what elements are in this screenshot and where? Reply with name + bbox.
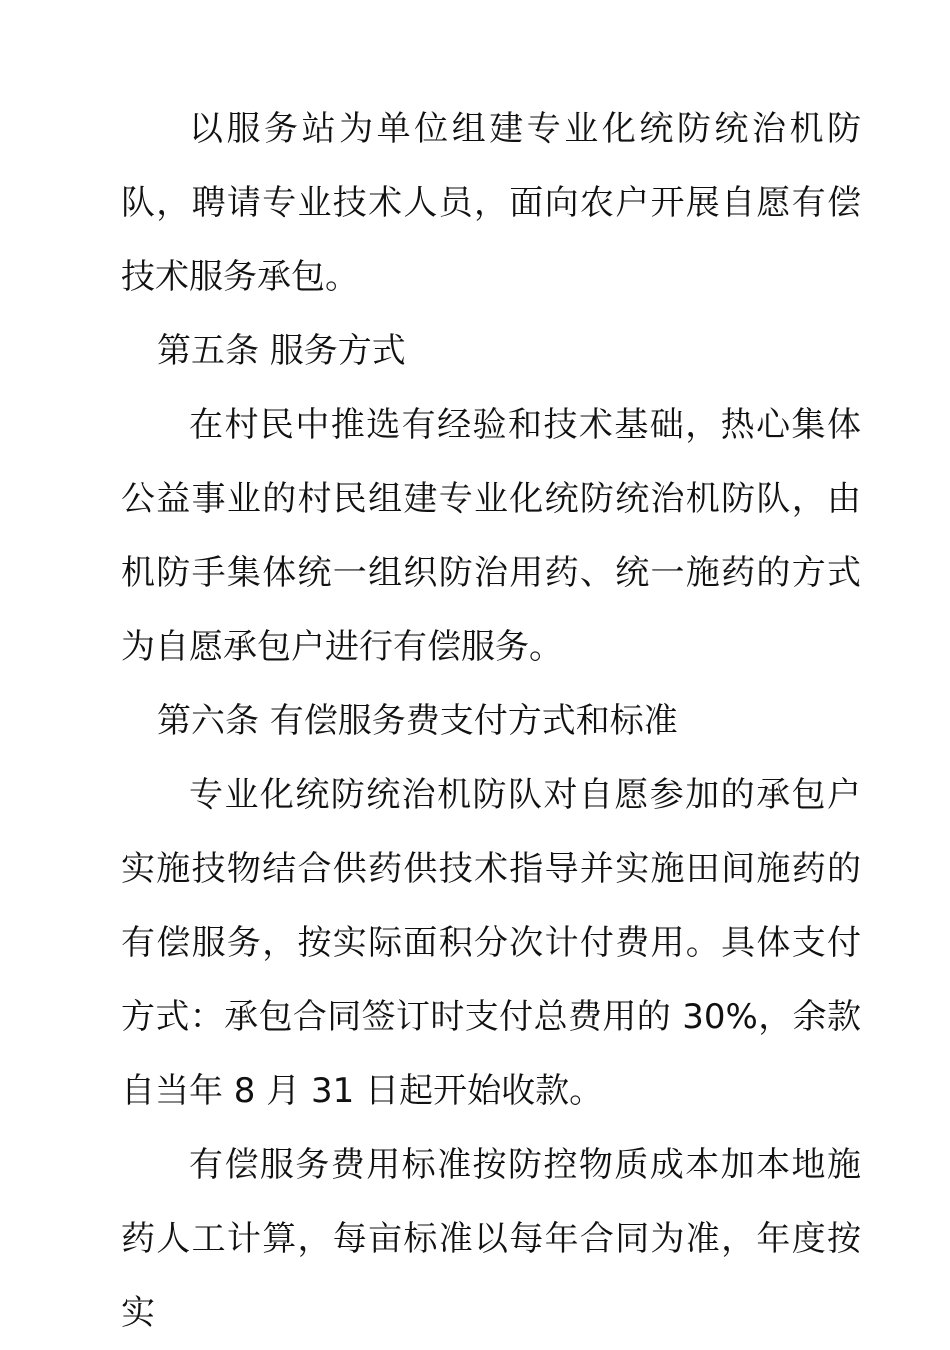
- paragraph-payment-method: 专业化统防统治机防队对自愿参加的承包户实施技物结合供药供技术指导并实施田间施药的有偿服务，按实际面积分次计付费用。具体支付方式：承包合同签订时支付总费用的 30%，余款自当年 8 月 31 日起开始收款。: [121, 775, 861, 1111]
- paragraph-service-method: 在村民中推选有经验和技术基础，热心集体公益事业的村民组建专业化统防统治机防队，由机防手集体统一组织防治用药、统一施药的方式为自愿承包户进行有偿服务。: [121, 405, 861, 667]
- document-body: [121, 92, 861, 1350]
- heading-article-5: 第五条 服务方式: [157, 331, 406, 371]
- paragraph-fee-standard: 有偿服务费用标准按防控物质成本加本地施药人工计算，每亩标准以每年合同为准，年度按实: [121, 1145, 861, 1333]
- heading-article-6: 第六条 有偿服务费支付方式和标准: [157, 701, 678, 741]
- paragraph-service-station: 以服务站为单位组建专业化统防统治机防队，聘请专业技术人员，面向农户开展自愿有偿技术服务承包。: [121, 109, 861, 297]
